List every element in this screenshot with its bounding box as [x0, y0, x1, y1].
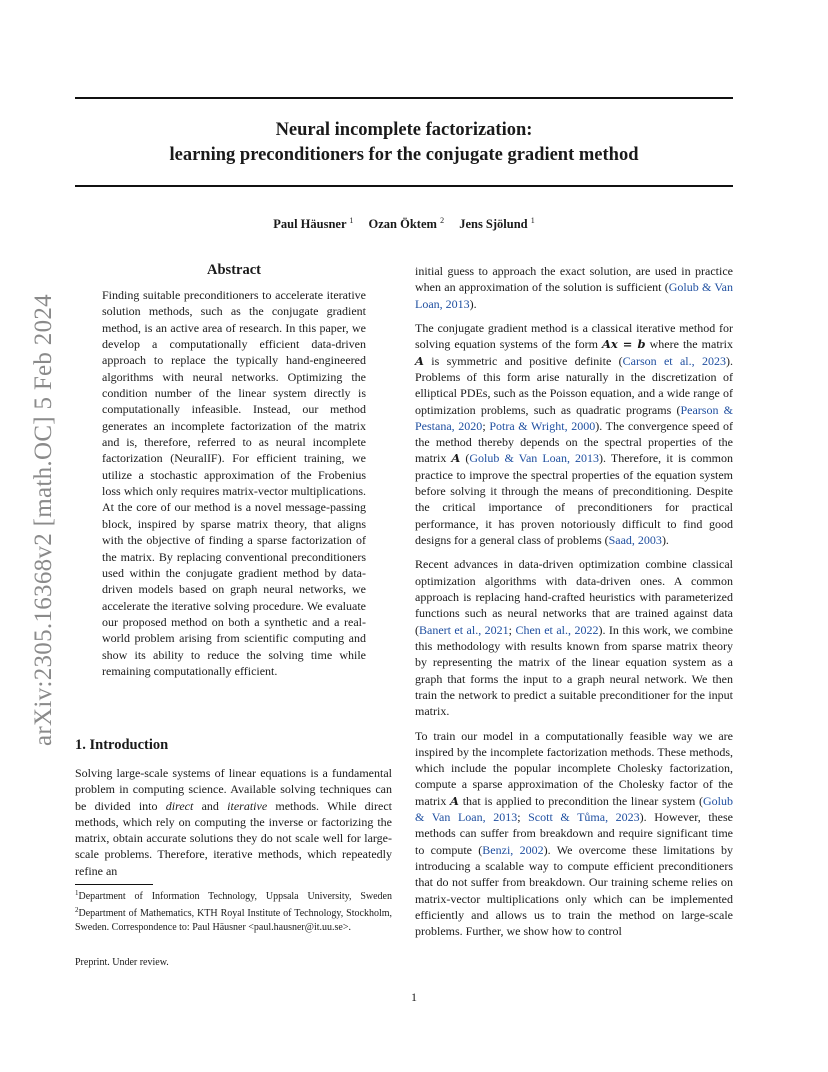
preprint-note: Preprint. Under review. — [75, 957, 169, 968]
paper-title — [75, 118, 733, 168]
title-bottom-rule — [75, 185, 733, 187]
author-name: Ozan Öktem — [368, 217, 437, 231]
top-rule — [75, 97, 733, 99]
author-name: Jens Sjölund — [459, 217, 528, 231]
citation-link[interactable]: Saad, 2003 — [608, 532, 662, 547]
abstract-heading: Abstract — [207, 262, 261, 278]
affiliation-footnote: $^1$Department of Information Technology, Uppsala University, Sweden $^2$Department of Mathematics, KTH Royal Institute of Technology, Stockholm, Sweden. Correspondence to: Paul Häusner <paul.hausner@it.uu.se>. — [75, 889, 392, 933]
citation-link[interactable]: Golub & Van Loan, 2013 — [415, 280, 733, 311]
arxiv-id: arXiv:2305.16368v2 [math.OC] 5 Feb 2024 — [30, 294, 57, 746]
citation-link[interactable]: Scott & Tůma, 2023 — [528, 810, 640, 825]
paragraph: Recent advances in data-driven optimization combine classical optimization algorithms with data-driven ones. A common approach is replacing hand-crafted heuristics with parameterized functions such as neural networks that are trained against data (Banert et al., 2021; Chen et al., 2022). In this work, we combine this methodology with results known from sparse matrix theory by representing the matrix of the linear equation system as a graph that forms the input to a graph neural network. We then train the network to predict a suitable preconditioner for the input matrix. — [415, 557, 733, 719]
abstract-text: Finding suitable preconditioners to accelerate iterative solution methods, such as the conjugate gradient method, is an active area of research. In this paper, we develop a computationally efficient data-driven approach to replace the typically hand-engineered algorithms with neural networks. Optimizing the condition number of the linear system directly is computationally infeasible. Instead, our method generates an incomplete factorization of the matrix and is, therefore, referred to as neural incomplete factorization (NeuralIF). For efficient training, we utilize a stochastic approximation of the Frobenius loss which only requires matrix-vector multiplications. At the core of our method is a novel message-passing block, inspired by sparse matrix theory, that aligns with the objective of finding a sparse factorization of the matrix. By replacing conventional preconditioners used within the conjugate gradient method by data-driven models based on graph neural networks, we accelerate the iterative solving procedure. We evaluate our proposed method on both a synthetic and a real-world problem arising from scientific computing and show its ability to reduce the solving time while remaining computationally efficient. — [102, 288, 366, 678]
author-affiliation: 2 — [440, 216, 445, 225]
paragraph: initial guess to approach the exact solution, are used in practice when an approximation of the solution is sufficient (Golub & Van Loan, 2013). — [415, 264, 733, 311]
citation-link[interactable]: Golub & Van Loan, 2013 — [415, 793, 734, 825]
citation-link[interactable]: Carson et al., 2023 — [622, 353, 726, 368]
paragraph: To train our model in a computationally feasible way we are inspired by the incomplete factorization methods. These methods, which include the popular incomplete Cholesky factorization, compute a sparse approximation of the Cholesky factor of the matrix A that is applied to precondition the linear system (Golub & Van Loan, 2013; Scott & Tůma, 2023). However, these methods can suffer from breakdown and require significant time to compute (Benzi, 2002). We overcome these limitations by introducing a scalable way to compute efficient preconditioners that do not suffer from breakdown. Our training scheme relies on matrix-vector multiplications only which can be implemented efficiently and allows us to train the method on large-scale problems. Further, we show how to control — [415, 728, 734, 939]
citation-link[interactable]: Banert et al., 2021 — [419, 622, 509, 637]
author-name: Paul Häusner — [273, 217, 347, 231]
title-line-1: Neural incomplete factorization: — [275, 120, 533, 140]
section-heading-introduction: 1. Introduction — [75, 737, 169, 753]
paragraph: The conjugate gradient method is a classical iterative method for solving equation systems of the form Ax = b where the matrix A is symmetric and positive definite (Carson et al., 2023). Problems of this form arise naturally in the discretization of elliptical PDEs, such as the Poisson equation, and a wide range of optimization problems, such as quadratic programs (Pearson & Pestana, 2020; Potra & Wright, 2000). The convergence speed of the method thereby depends on the spectral properties of the matrix A (Golub & Van Loan, 2013). Therefore, it is common practice to improve the spectral properties of the equation system before solving it through the means of preconditioning. Despite the critical importance of preconditioners for practical performance, it has proven notoriously difficult to find good designs for a general class of problems (Saad, 2003). — [415, 321, 734, 547]
citation-link[interactable]: Potra & Wright, 2000 — [489, 418, 596, 433]
citation-link[interactable]: Golub & Van Loan, 2013 — [469, 451, 600, 466]
author-list — [75, 216, 733, 232]
author-affiliation: 1 — [349, 216, 354, 225]
equation: Ax = b — [601, 337, 646, 352]
author-affiliation: 1 — [530, 216, 535, 225]
right-column — [415, 263, 733, 948]
page-number: 1 — [411, 990, 417, 1004]
citation-link[interactable]: Chen et al., 2022 — [515, 622, 599, 637]
introduction-paragraph: Solving large-scale systems of linear equations is a fundamental problem in computing science. Available solving techniques can be divided into direct and iterative methods. While direct methods, which rely on computing the inverse or factorizing the matrix, obtain accurate solutions they do not scale well for large-scale problems. Therefore, iterative methods, which repeatedly refine an — [75, 766, 392, 878]
citation-link[interactable]: Pearson & Pestana, 2020 — [415, 402, 733, 433]
footnote-rule — [75, 884, 153, 885]
citation-link[interactable]: Benzi, 2002 — [482, 842, 544, 857]
title-line-2: learning preconditioners for the conjugate gradient method — [169, 145, 639, 165]
